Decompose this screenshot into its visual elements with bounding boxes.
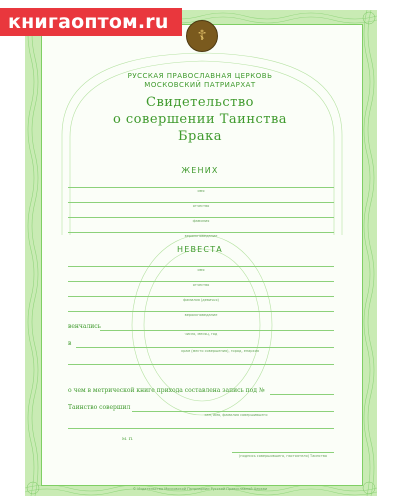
church-place-label: в: [68, 340, 72, 347]
cross-icon: ☦: [197, 28, 207, 44]
bride-name-line[interactable]: [68, 266, 334, 267]
groom-name-caption: имя: [197, 189, 205, 193]
performer-caption: сан, имя, фамилия совершившего: [204, 413, 268, 417]
wedding-date-label: венчались: [68, 323, 101, 330]
seal-place-label: М. П.: [122, 436, 134, 441]
shop-logo: книгаоптом.ru: [0, 8, 182, 36]
document-title-line1: Свидетельство: [146, 95, 254, 110]
groom-surname-line[interactable]: [68, 217, 334, 218]
bride-name-caption: имя: [197, 268, 205, 272]
groom-religion-line[interactable]: [68, 232, 334, 233]
register-number-line[interactable]: [270, 394, 334, 395]
document-title-line3: Брака: [177, 129, 222, 144]
signature-line[interactable]: [232, 452, 334, 453]
groom-name-line[interactable]: [68, 187, 334, 188]
groom-religion-caption: вероисповедание: [184, 234, 218, 238]
bride-religion-caption: вероисповедание: [184, 313, 218, 317]
church-place-line-2[interactable]: [68, 364, 334, 365]
groom-patronymic-line[interactable]: [68, 202, 334, 203]
certificate-field: [41, 24, 363, 486]
arch-ornament: [42, 25, 362, 485]
performer-line[interactable]: [132, 411, 334, 412]
bride-patronymic-caption: отчество: [192, 283, 210, 287]
church-place-line[interactable]: [76, 347, 334, 348]
performer-line-2[interactable]: [68, 428, 334, 429]
register-record-label: о чем в метрической книге прихода составлена запись под №: [68, 387, 265, 394]
groom-patronymic-caption: отчество: [192, 204, 210, 208]
church-name: РУССКАЯ ПРАВОСЛАВНАЯ ЦЕРКОВЬ: [127, 72, 273, 80]
bride-surname-caption: фамилия (девичья): [183, 298, 219, 302]
bride-surname-line[interactable]: [68, 296, 334, 297]
performer-label: Таинство совершил: [68, 404, 131, 411]
document-title-line2: о совершении Таинства: [112, 112, 288, 127]
bride-religion-line[interactable]: [68, 311, 334, 312]
emblem-seal: [186, 20, 218, 52]
bride-heading: НЕВЕСТА: [177, 245, 223, 254]
wedding-date-line[interactable]: [100, 330, 334, 331]
church-place-caption: храм (место совершения), город, епархия: [181, 349, 259, 353]
groom-surname-caption: фамилия: [192, 219, 210, 223]
bride-patronymic-line[interactable]: [68, 281, 334, 282]
patriarchate-name: МОСКОВСКИЙ ПАТРИАРХАТ: [144, 81, 256, 89]
groom-heading: ЖЕНИХ: [181, 166, 219, 175]
wedding-date-caption: число, месяц, год: [184, 332, 218, 336]
publisher-footer: © Издательство Московской Патриархии Русской Православной Церкви: [132, 487, 268, 491]
signature-caption: (подпись совершившего, настоятеля) Таинство: [238, 454, 328, 458]
